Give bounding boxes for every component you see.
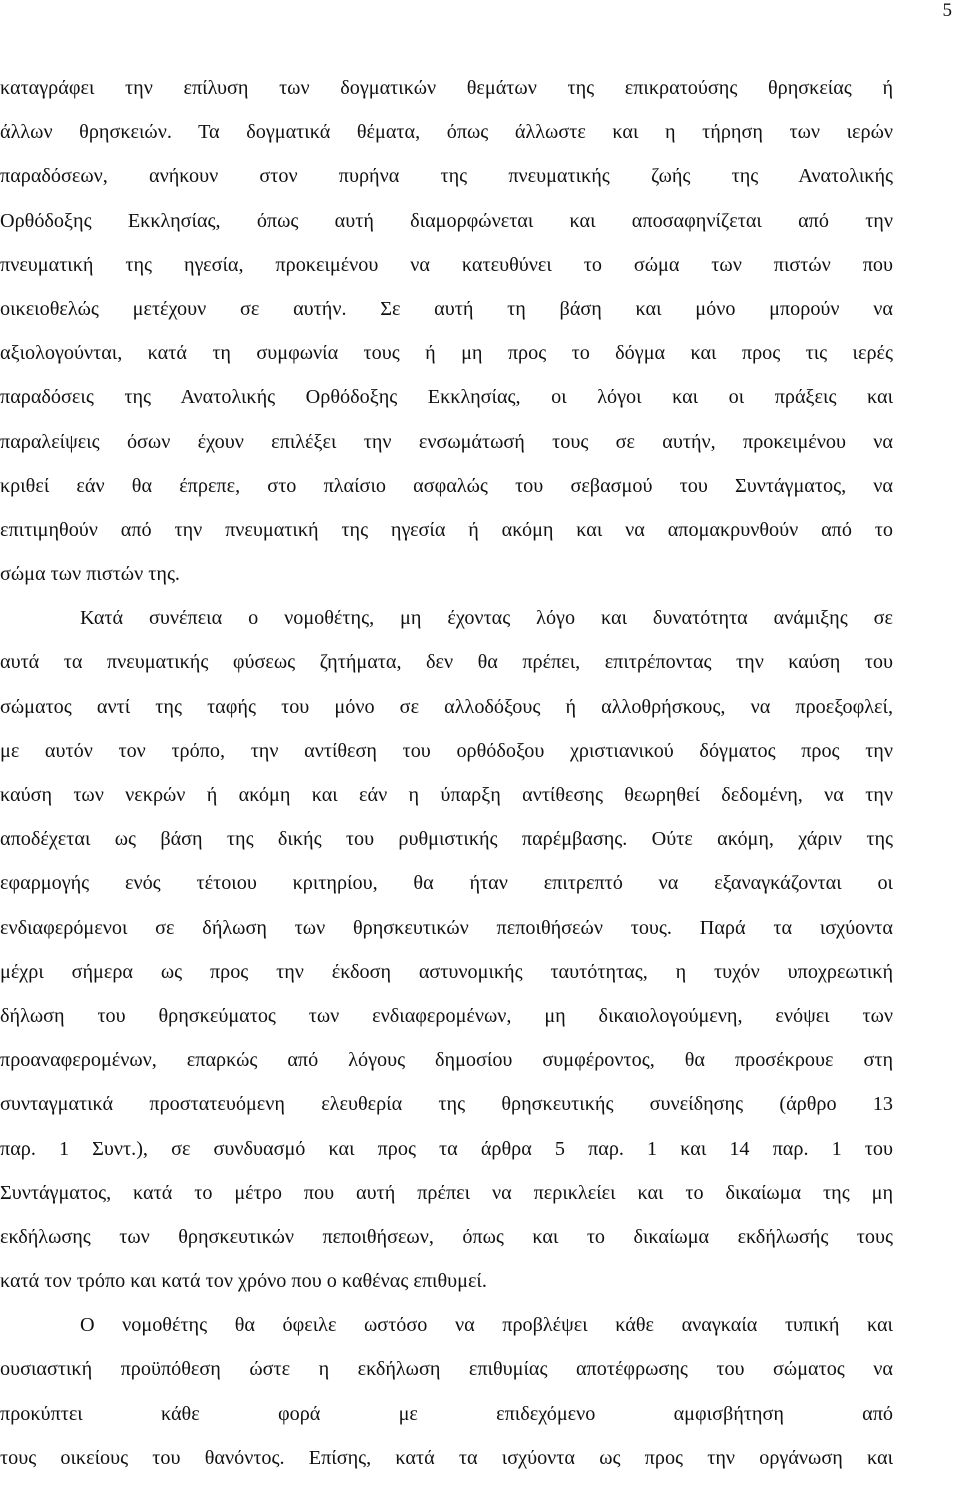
text-line: αυτά τα πνευματικής φύσεως ζητήματα, δεν θα πρέπει, επιτρέποντας την καύση του xyxy=(0,651,893,674)
text-line: Συντάγματος, κατά το μέτρο που αυτή πρέπει να περικλείει και το δικαίωμα της μη xyxy=(0,1181,893,1204)
text-line: κατά τον τρόπο και κατά τον χρόνο που ο καθένας επιθυμεί. xyxy=(0,1270,487,1293)
text-line: αποδέχεται ως βάση της δικής του ρυθμιστικής παρέμβασης. Ούτε ακόμη, χάριν της xyxy=(0,828,893,851)
text-line: Ορθόδοξης Εκκλησίας, όπως αυτή διαμορφώνεται και αποσαφηνίζεται από την xyxy=(0,209,893,232)
paragraph-first-line: Ο νομοθέτης θα όφειλε ωστόσο να προβλέψει κάθε αναγκαία τυπική και xyxy=(80,1314,893,1337)
text-line: παρ. 1 Συντ.), σε συνδυασμό και προς τα άρθρα 5 παρ. 1 και 14 παρ. 1 του xyxy=(0,1137,893,1160)
text-line: συνταγματικά προστατευόμενη ελευθερία της θρησκευτικής συνείδησης (άρθρο 13 xyxy=(0,1093,893,1116)
text-line: εκδήλωσης των θρησκευτικών πεποιθήσεων, όπως και το δικαίωμα εκδήλωσής τους xyxy=(0,1225,893,1248)
text-line: καταγράφει την επίλυση των δογματικών θεμάτων της επικρατούσης θρησκείας ή xyxy=(0,77,893,99)
text-line: άλλων θρησκειών. Τα δογματικά θέματα, όπως άλλωστε και η τήρηση των ιερών xyxy=(0,121,893,144)
text-line: παραδόσεων, ανήκουν στον πυρήνα της πνευματικής ζωής της Ανατολικής xyxy=(0,165,893,188)
text-line: επιτιμηθούν από την πνευματική της ηγεσία ή ακόμη και να απομακρυνθούν από το xyxy=(0,518,893,541)
text-line: παραλείψεις όσων έχουν επιλέξει την ενσωμάτωσή τους σε αυτήν, προκειμένου να xyxy=(0,430,893,453)
text-line: ουσιαστική προϋπόθεση ώστε η εκδήλωση επιθυμίας αποτέφρωσης του σώματος να xyxy=(0,1358,893,1381)
text-line: σώμα των πιστών της. xyxy=(0,563,180,586)
text-line: μέχρι σήμερα ως προς την έκδοση αστυνομικής ταυτότητας, η τυχόν υποχρεωτική xyxy=(0,960,893,983)
text-line: με αυτόν τον τρόπο, την αντίθεση του ορθόδοξου χριστιανικού δόγματος προς την xyxy=(0,739,893,762)
text-line: προκύπτει κάθε φορά με επιδεχόμενο αμφισβήτηση από xyxy=(0,1402,893,1425)
text-line: πνευματική της ηγεσία, προκειμένου να κατευθύνει το σώμα των πιστών που xyxy=(0,253,893,276)
text-line: τους οικείους του θανόντος. Επίσης, κατά τα ισχύοντα ως προς την οργάνωση και xyxy=(0,1446,893,1469)
body-text xyxy=(0,66,893,1480)
text-line: εφαρμογής ενός τέτοιου κριτηρίου, θα ήταν επιτρεπτό να εξαναγκάζονται οι xyxy=(0,872,893,895)
text-line: προαναφερομένων, επαρκώς από λόγους δημοσίου συμφέροντος, θα προσέκρουε στη xyxy=(0,1049,893,1072)
page-number: 5 xyxy=(942,0,952,21)
text-line: καύση των νεκρών ή ακόμη και εάν η ύπαρξη αντίθεσης θεωρηθεί δεδομένη, να την xyxy=(0,784,893,806)
text-line: οικειοθελώς μετέχουν σε αυτήν. Σε αυτή τη βάση και μόνο μπορούν να xyxy=(0,297,893,320)
text-line: αξιολογούνται, κατά τη συμφωνία τους ή μη προς το δόγμα και προς τις ιερές xyxy=(0,342,893,365)
text-line: κριθεί εάν θα έπρεπε, στο πλαίσιο ασφαλώς του σεβασμού του Συντάγματος, να xyxy=(0,474,893,497)
text-line: παραδόσεις της Ανατολικής Ορθόδοξης Εκκλησίας, οι λόγοι και οι πράξεις και xyxy=(0,386,893,409)
text-line: δήλωση του θρησκεύματος των ενδιαφερομένων, μη δικαιολογούμενη, ενόψει των xyxy=(0,1004,893,1027)
paragraph-first-line: Κατά συνέπεια ο νομοθέτης, μη έχοντας λόγο και δυνατότητα ανάμιξης σε xyxy=(80,607,893,630)
text-line: ενδιαφερόμενοι σε δήλωση των θρησκευτικών πεποιθήσεών τους. Παρά τα ισχύοντα xyxy=(0,916,893,939)
text-line: σώματος αντί της ταφής του μόνο σε αλλοδόξους ή αλλοθρήσκους, να προεξοφλεί, xyxy=(0,695,893,718)
